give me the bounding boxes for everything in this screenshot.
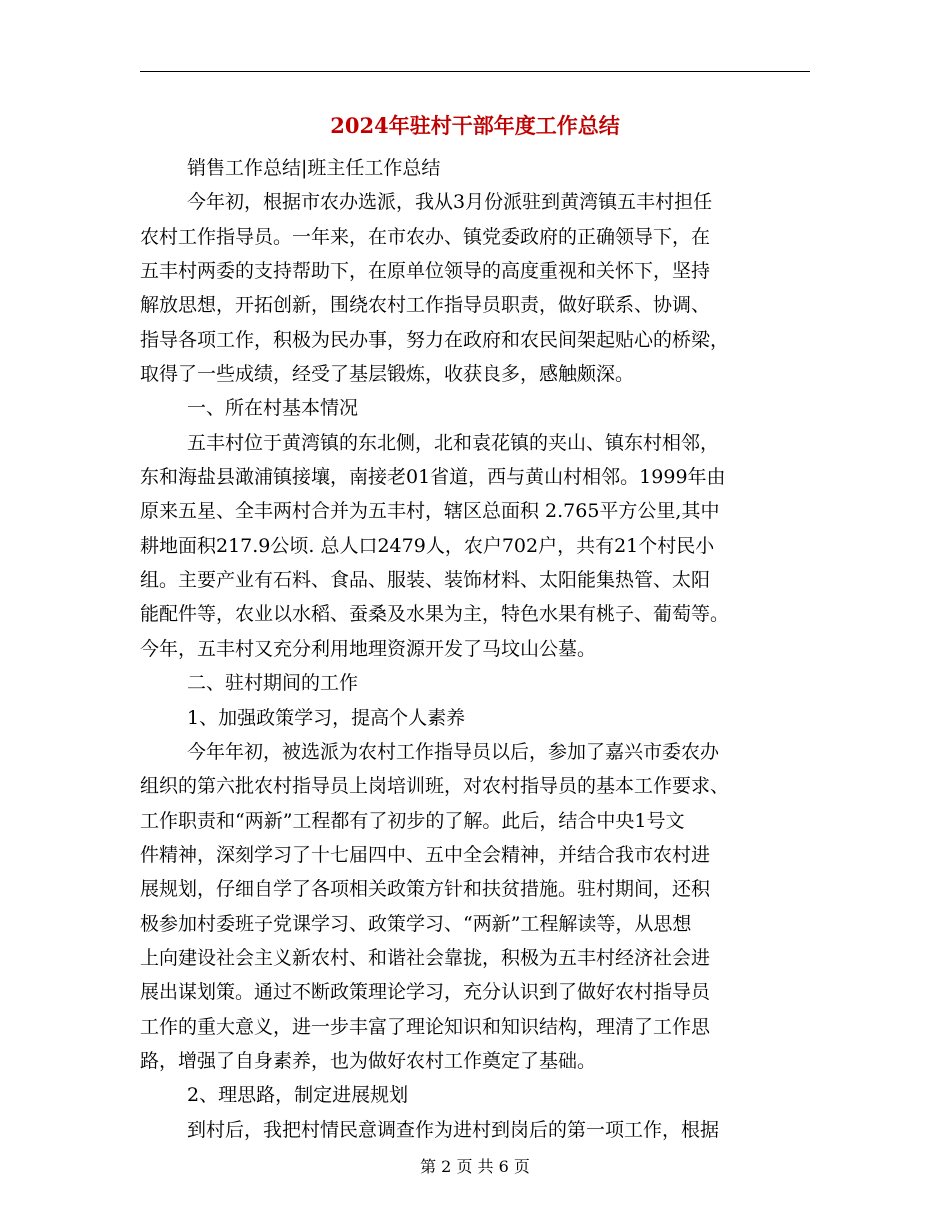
- text-line: 组织的第六批农村指导员上岗培训班，对农村指导员的基本工作要求、: [140, 775, 730, 798]
- text-line: 销售工作总结|班主任工作总结: [187, 157, 441, 179]
- text-line: 原来五星、全丰两村合并为五丰村，辖区总面积 2.765平方公里,其中: [140, 500, 720, 523]
- text-line: 展出谋划策。通过不断政策理论学习，充分认识到了做好农村指导员: [140, 981, 711, 1004]
- text-line: 取得了一些成绩，经受了基层锻炼，收获良多，感触颇深。: [140, 363, 635, 386]
- header-rule: [140, 71, 810, 72]
- text-line: 指导各项工作，积极为民办事，努力在政府和农民间架起贴心的桥梁，: [140, 328, 730, 351]
- text-line: 二、驻村期间的工作: [187, 672, 359, 695]
- text-line: 1、加强政策学习，提高个人素养: [187, 706, 466, 729]
- text-line: 耕地面积217.9公顷. 总人口2479人，农户702户，共有21个村民小: [140, 534, 715, 557]
- document-body: [140, 151, 810, 1147]
- text-line: 路，增强了自身素养，也为做好农村工作奠定了基础。: [140, 1049, 597, 1072]
- text-line: 展规划，仔细自学了各项相关政策方针和扶贫措施。驻村期间，还积: [140, 878, 711, 901]
- text-line: 一、所在村基本情况: [187, 397, 359, 420]
- text-line: 五丰村两委的支持帮助下，在原单位领导的高度重视和关怀下，坚持: [140, 260, 711, 283]
- text-line: 五丰村位于黄湾镇的东北侧，北和袁花镇的夹山、镇东村相邻，: [187, 431, 720, 454]
- text-line: 极参加村委班子党课学习、政策学习、“两新”工程解读等，从思想: [140, 912, 692, 935]
- document-title: 2024年驻村干部年度工作总结: [330, 113, 620, 138]
- text-line: 东和海盐县澉浦镇接壤，南接老01省道，西与黄山村相邻。1999年由: [140, 466, 726, 489]
- text-line: 组。主要产业有石料、食品、服装、装饰材料、太阳能集热管、太阳: [140, 569, 711, 592]
- text-line: 能配件等，农业以水稻、蚕桑及水果为主，特色水果有桃子、葡萄等。: [140, 603, 730, 626]
- text-line: 工作的重大意义，进一步丰富了理论知识和知识结构，理清了工作思: [140, 1015, 711, 1038]
- text-line: 今年年初，被选派为农村工作指导员以后，参加了嘉兴市委农办: [187, 740, 720, 763]
- text-line: 2、理思路，制定进展规划: [187, 1084, 409, 1107]
- page-number: 第 2 页 共 6 页: [420, 1157, 530, 1176]
- text-line: 工作职责和“两新”工程都有了初步的了解。此后，结合中央1号文: [140, 809, 685, 832]
- text-line: 今年，五丰村又充分利用地理资源开发了马坟山公墓。: [140, 637, 597, 660]
- text-line: 农村工作指导员。一年来，在市农办、镇党委政府的正确领导下，在: [140, 225, 711, 248]
- text-line: 件精神，深刻学习了十七届四中、五中全会精神，并结合我市农村进: [140, 843, 711, 866]
- text-line: 到村后，我把村情民意调查作为进村到岗后的第一项工作，根据: [187, 1118, 720, 1141]
- text-line: 解放思想，开拓创新，围绕农村工作指导员职责，做好联系、协调、: [140, 294, 711, 317]
- text-line: 今年初，根据市农办选派，我从3月份派驻到黄湾镇五丰村担任: [187, 191, 713, 214]
- text-line: 上向建设社会主义新农村、和谐社会靠拢，积极为五丰村经济社会进: [140, 946, 711, 969]
